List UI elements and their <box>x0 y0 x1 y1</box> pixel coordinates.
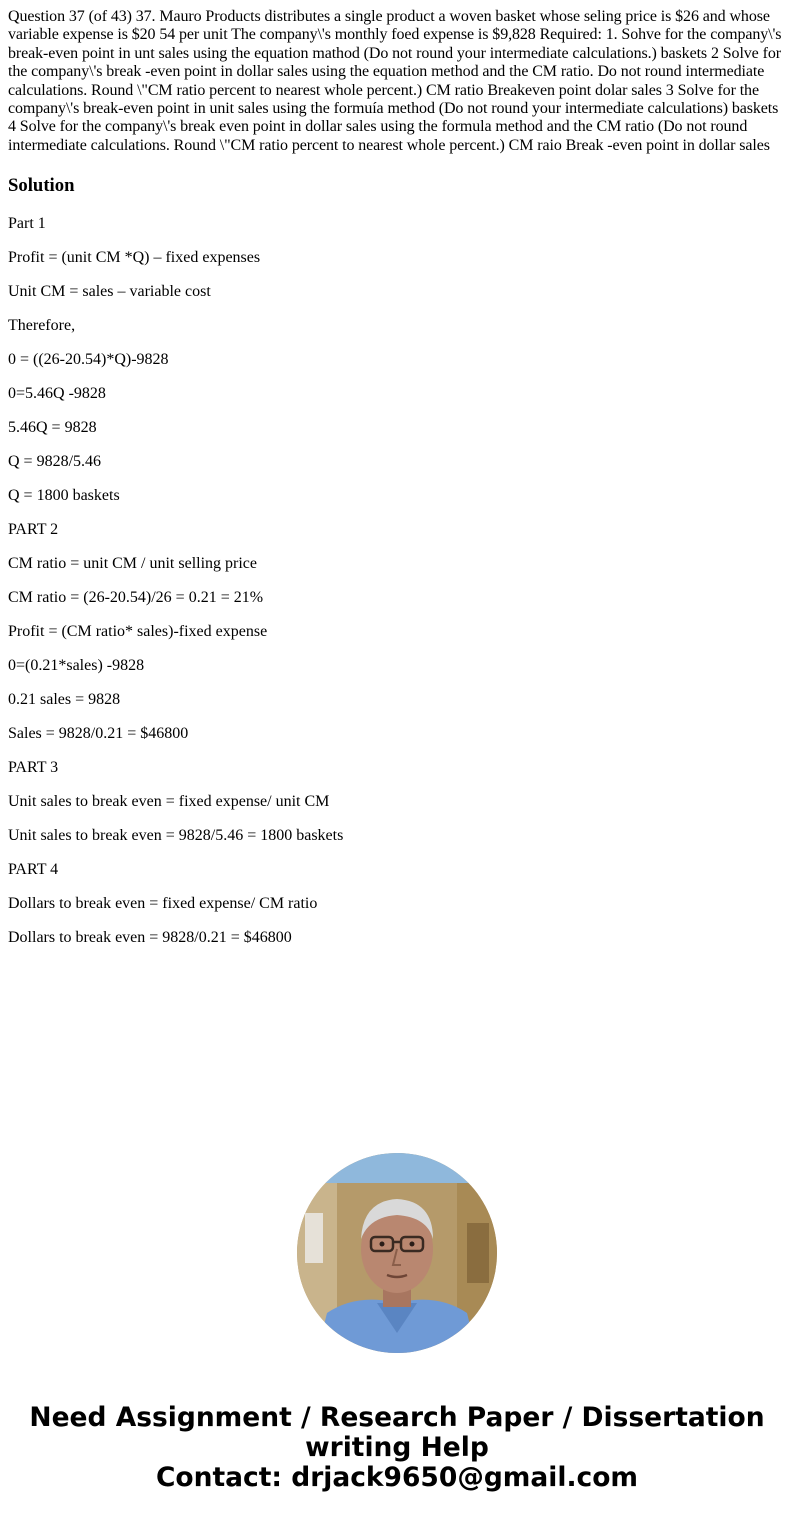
footer-line-2: writing Help <box>305 1432 489 1463</box>
solution-step: Part 1 <box>8 215 46 233</box>
solution-step: Unit CM = sales – variable cost <box>8 283 211 301</box>
solution-step: Dollars to break even = 9828/0.21 = $46800 <box>8 929 292 947</box>
footer-contact-line: Contact: drjack9650@gmail.com <box>155 1462 639 1493</box>
solution-step: Q = 9828/5.46 <box>8 453 102 471</box>
solution-step: CM ratio = (26-20.54)/26 = 0.21 = 21% <box>8 589 264 607</box>
solution-step: Therefore, <box>8 317 76 335</box>
footer-line-1: Need Assignment / Research Paper / Dissertation <box>29 1402 765 1433</box>
solution-step: Unit sales to break even = 9828/5.46 = 1800 baskets <box>8 827 344 845</box>
contact-footer <box>0 1403 794 1493</box>
solution-step: CM ratio = unit CM / unit selling price <box>8 555 258 573</box>
tutor-photo-icon <box>297 1153 497 1353</box>
solution-steps <box>8 215 786 963</box>
solution-step: 0.21 sales = 9828 <box>8 691 121 709</box>
solution-step: 0 = ((26-20.54)*Q)-9828 <box>8 351 169 369</box>
solution-step: Profit = (unit CM *Q) – fixed expenses <box>8 249 261 267</box>
solution-step: Q = 1800 baskets <box>8 487 120 505</box>
solution-step: 0=5.46Q -9828 <box>8 385 106 403</box>
solution-step: Unit sales to break even = fixed expense/ unit CM <box>8 793 330 811</box>
solution-step: Dollars to break even = fixed expense/ CM ratio <box>8 895 318 913</box>
tutor-photo-avatar <box>297 1153 497 1353</box>
solution-step: Profit = (CM ratio* sales)-fixed expense <box>8 623 268 641</box>
question-text: Question 37 (of 43) 37. Mauro Products distributes a single product a woven basket whose seling price is $26 and whose variable expense is $20 54 per unit The company\'s monthly foed expense is $9,828 Required: 1. Sohve for the company\'s break-even point in unt sales using the equation mathod (Do not round your intermediate calculations.) baskets 2 Solve for the company\'s break -even point in dollar sales using the equation method and the CM ratio. Do not round intermediate calculations. Round \"CM ratio percent to nearest whole percent.) CM ratio Breakeven point dolar sales 3 Solve for the company\'s break-even point in unit sales using the formuía method (Do not round your intermediate calculations) baskets 4 Solve for the company\'s break even point in dollar sales using the formula method and the CM ratio (Do not round intermediate calculations. Round \"CM ratio percent to nearest whole percent.) CM raio Break -even point in dollar sales <box>8 8 782 154</box>
solution-heading: Solution <box>8 175 75 197</box>
solution-step: PART 2 <box>8 521 59 539</box>
solution-step: Sales = 9828/0.21 = $46800 <box>8 725 189 743</box>
solution-step: 0=(0.21*sales) -9828 <box>8 657 145 675</box>
solution-step: 5.46Q = 9828 <box>8 419 97 437</box>
solution-step: PART 3 <box>8 759 59 777</box>
solution-step: PART 4 <box>8 861 59 879</box>
page-content <box>8 0 786 963</box>
